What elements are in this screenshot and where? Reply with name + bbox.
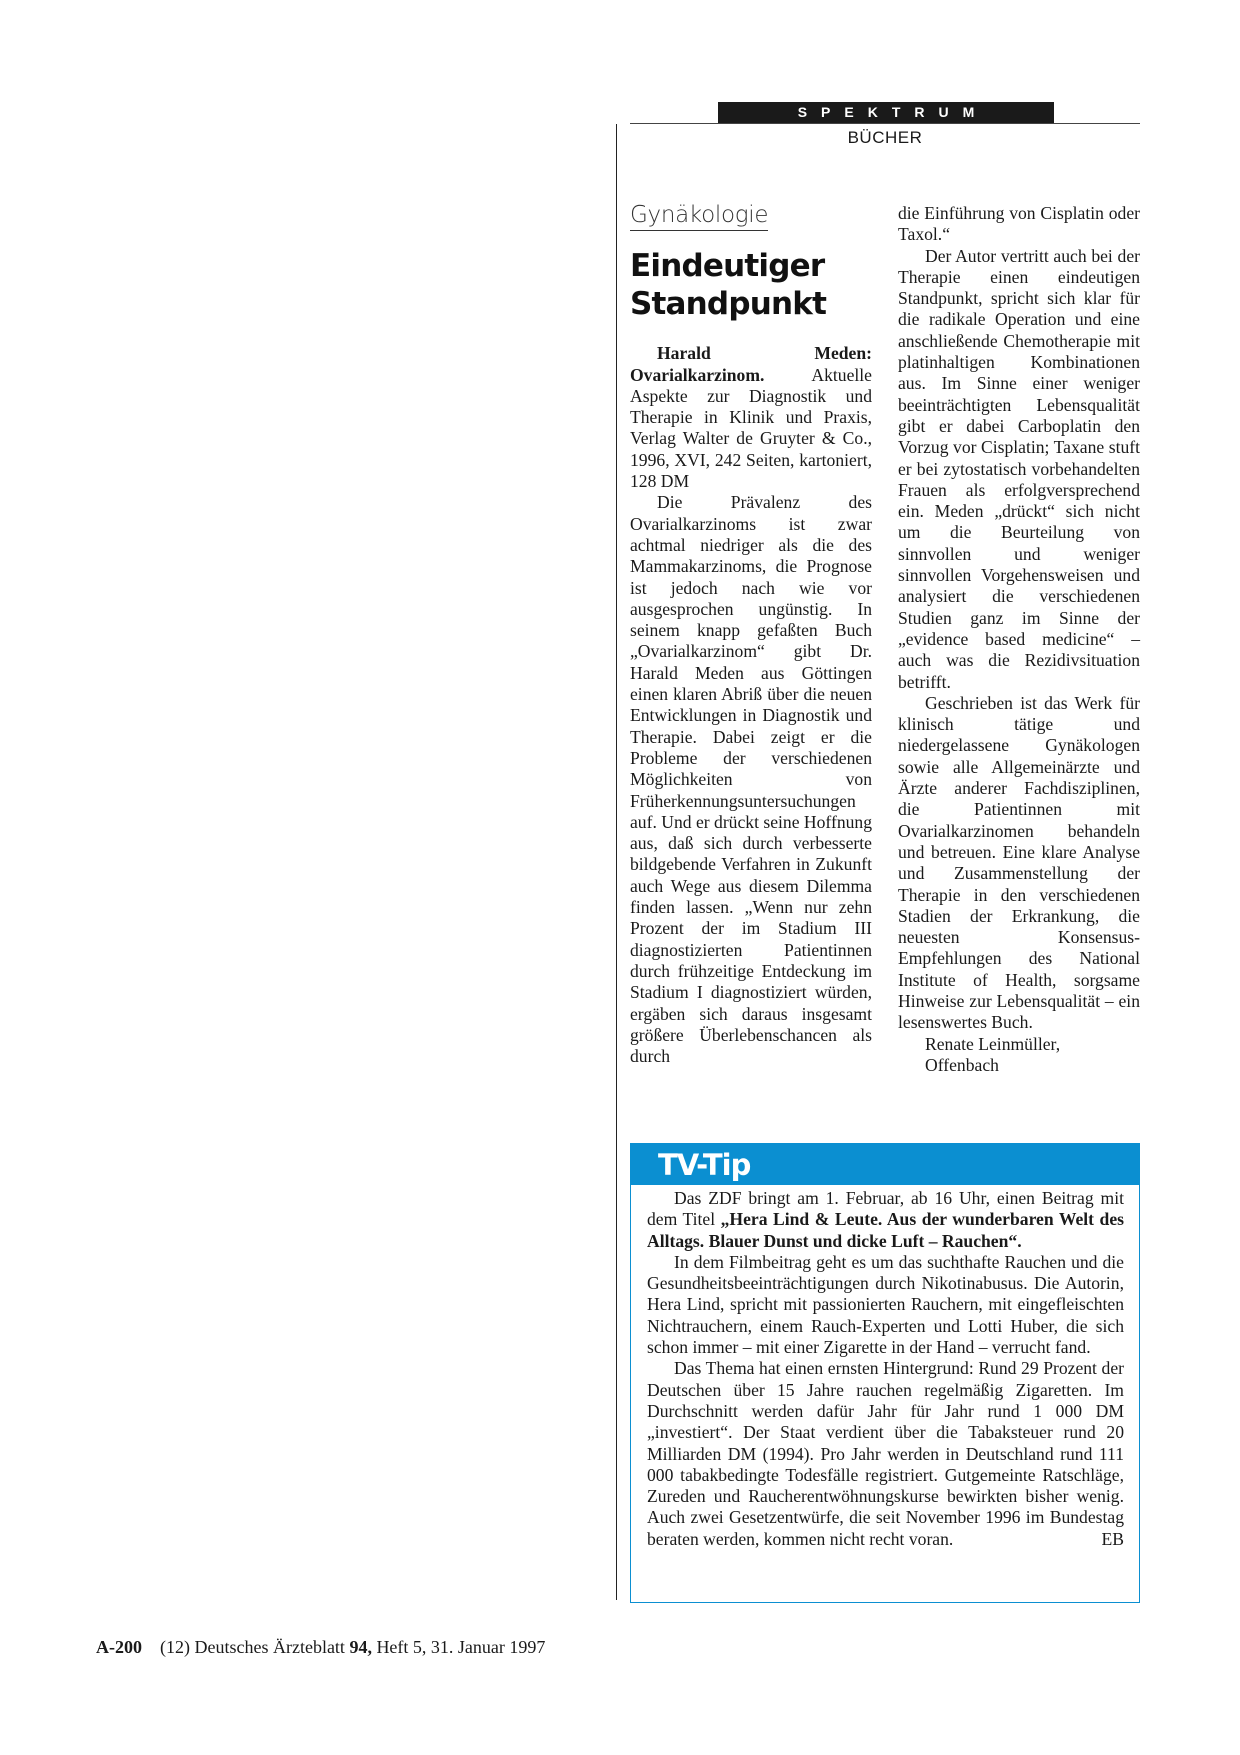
article-paragraph-3: Geschrieben ist das Werk für klinisch tätige und niedergelassene Gynäkologen sowie alle Allgemeinärzte und Ärzte anderer Fachdisziplinen, die Patientinnen mit Ovarialkarzinomen behandeln und betreuen. Eine klare Analyse und Zusammenstellung der Therapie in den verschiedenen Stadien der Erkrankung, die neuesten Konsensus-Empfehlungen des National Institute of Health, sorgsame Hinweise zur Lebensqualität – ein lesenswertes Buch. <box>898 692 1140 1033</box>
book-title: Harald Meden: Ovarialkarzinom. <box>630 343 872 385</box>
article-column-2 <box>898 203 1140 1076</box>
tv-tip-paragraph-3-text: Das Thema hat einen ernsten Hintergrund: Rund 29 Prozent der Deutschen über 15 Jahre rauchen regelmäßig Zigaretten. Im Durchschnitt werden dafür Jahr für Jahr rund 1 000 DM „investiert“. Der Staat verdient über die Tabaksteuer rund 20 Milliarden DM (1994). Pro Jahr werden in Deutschland rund 111 000 tabakbedingte Todesfälle registriert. Gutgemeinte Ratschläge, Zureden und Raucherentwöhnungskurse bewirkten bisher wenig. Auch zwei Gesetzentwürfe, die seit November 1996 im Bundestag beraten werden, kommen nicht recht voran. <box>647 1358 1124 1549</box>
book-reference <box>630 343 872 492</box>
tv-tip-header <box>631 1144 1139 1185</box>
page-footer <box>96 1637 545 1658</box>
tv-tip-title: TV-Tip <box>658 1148 751 1182</box>
book-details: Aktuelle Aspekte zur Diagnostik und Therapie in Klinik und Praxis, Verlag Walter de Gruyter & Co., 1996, XVI, 242 Seiten, kartoniert, 128 DM <box>630 364 872 492</box>
section-header: SPEKTRUM <box>718 102 1054 123</box>
tv-tip-paragraph-3 <box>647 1358 1124 1550</box>
journal-volume: 94, <box>349 1637 372 1657</box>
header-rule <box>630 123 1140 124</box>
headline-line-1: Eindeutiger <box>630 248 825 285</box>
article-headline <box>630 247 872 323</box>
subsection-label: BÜCHER <box>847 128 923 147</box>
headline-line-2: Standpunkt <box>630 286 827 323</box>
tv-tip-paragraph-1 <box>647 1188 1124 1252</box>
page-number: A-200 <box>96 1637 142 1657</box>
journal-issue: Heft 5, 31. Januar 1997 <box>371 1637 546 1657</box>
tv-tip-body <box>647 1188 1124 1550</box>
article-paragraph-1: Die Prävalenz des Ovarialkarzinoms ist zwar achtmal niedriger als die des Mammakarzinoms, die Prognose ist jedoch nach wie vor ausgesprochen ungünstig. In seinem knapp gefaßten Buch „Ovarialkarzinom“ gibt Dr. Harald Meden aus Göttingen einen klaren Abriß über die neuen Entwicklungen in Diagnostik und Therapie. Dabei zeigt er die Probleme der verschiedenen Möglichkeiten von Früherkennungsuntersuchungen auf. Und er drückt seine Hoffnung aus, daß sich durch verbesserte bildgebende Verfahren in Zukunft auch Wege aus diesem Dilemma finden lassen. „Wenn nur zehn Prozent der im Stadium III diagnostizierten Patientinnen durch frühzeitige Entdeckung im Stadium I diagnostiziert würden, ergäben sich daraus insgesamt größere Überlebenschancen als durch <box>630 492 873 1067</box>
article-column-1 <box>630 202 873 1067</box>
article-paragraph-1-continued: die Einführung von Cisplatin oder Taxol.“ <box>898 203 1140 245</box>
article-author-city: Offenbach <box>925 1054 999 1075</box>
tv-tip-intro: Das ZDF bringt am 1. Februar, ab 16 Uhr, einen Beitrag mit dem Titel <box>647 1188 1124 1230</box>
article-paragraph-2: Der Autor vertritt auch bei der Therapie einen eindeutigen Standpunkt, spricht sich klar für die radikale Operation und eine anschließende Chemotherapie mit platinhaltigen Kombinationen aus. Im Sinne einer weniger beeinträchtigten Lebensqualität gibt er dabei Carboplatin den Vorzug vor Cisplatin; Taxane stuft er bei zytostatisch vorbehandelten Frauen als erfolgversprechend ein. Meden „drückt“ sich nicht um die Beurteilung von sinnvollen und weniger sinnvollen Vorgehensweisen und analysiert die verschiedenen Studien ganz im Sinne der „evidence based medicine“ – auch was die Rezidivsituation betrifft. <box>898 245 1140 692</box>
journal-prefix: (12) Deutsches Ärzteblatt <box>160 1637 350 1657</box>
tv-tip-box <box>630 1143 1140 1603</box>
tv-tip-paragraph-2: In dem Filmbeitrag geht es um das suchthafte Rauchen und die Gesundheitsbeeinträchtigungen durch Nikotinabusus. Die Autorin, Hera Lind, spricht mit passionierten Rauchern, mit eingefleischten Nichtrauchern, einem Rauch-Experten und Lotti Huber, die sich schon immer – mit einer Zigarette in der Hand – verrucht fand. <box>647 1251 1124 1358</box>
column-rule <box>616 124 617 1600</box>
tv-tip-signature: EB <box>1101 1528 1124 1549</box>
tv-tip-program-title: „Hera Lind & Leute. Aus der wunderbaren Welt des Alltags. Blauer Dunst und dicke Luft – Rauchen“. <box>647 1209 1124 1251</box>
article-kicker: Gynäkologie <box>630 205 768 231</box>
article-author: Renate Leinmüller, <box>925 1033 1061 1054</box>
